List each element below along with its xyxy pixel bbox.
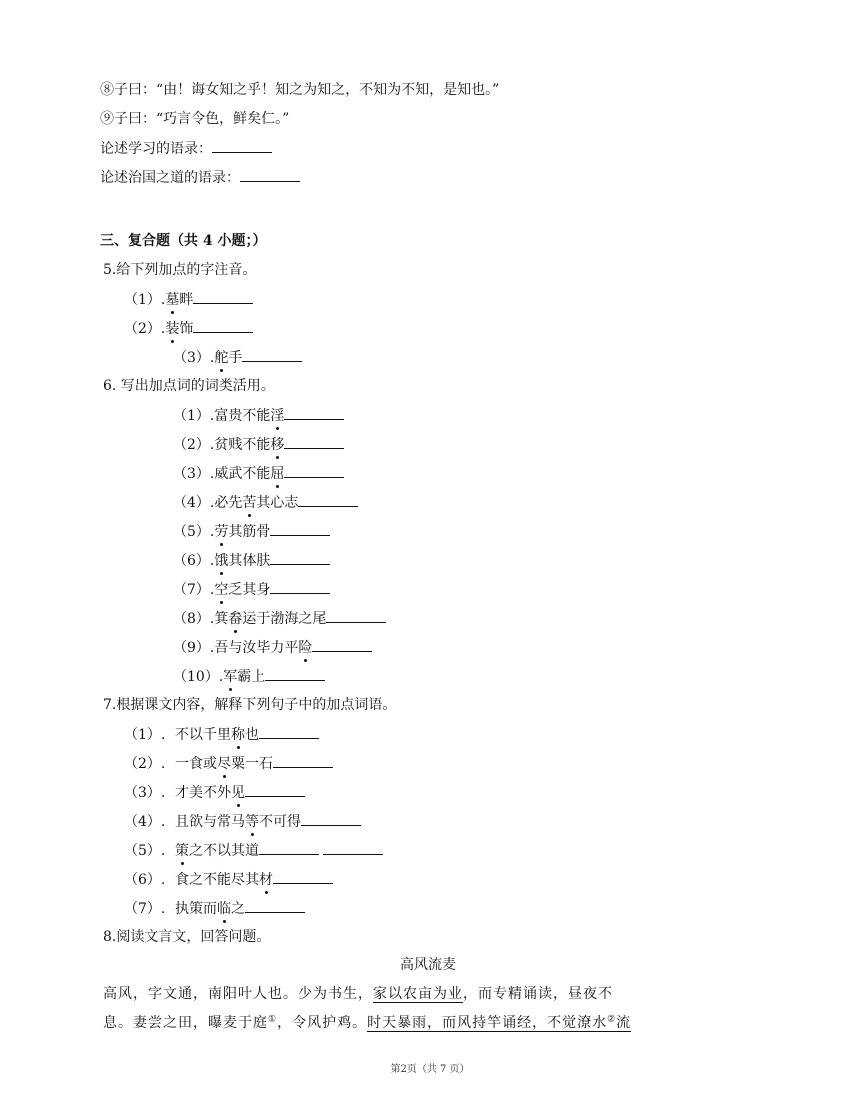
item-number: （10）. bbox=[173, 669, 224, 685]
underlined-segment: 流 bbox=[616, 1015, 632, 1031]
dotted-char: 舵 bbox=[214, 350, 229, 366]
passage-line-2 bbox=[103, 1013, 631, 1033]
item-text: 不可得 bbox=[259, 814, 301, 830]
item-text: 手 bbox=[228, 350, 243, 366]
item-text: 粟一石 bbox=[231, 756, 273, 772]
answer-blank[interactable] bbox=[273, 753, 333, 768]
item-text: 其心志 bbox=[256, 495, 299, 511]
item-number: （6）. bbox=[124, 872, 166, 888]
item-number: （3）. bbox=[173, 466, 215, 482]
item-number: （7）. bbox=[124, 901, 166, 917]
question-6-item-9 bbox=[173, 637, 372, 658]
answer-blank[interactable] bbox=[284, 405, 344, 420]
answer-blank[interactable] bbox=[312, 637, 372, 652]
item-text: 威武不能 bbox=[214, 466, 271, 482]
dotted-char: 畚 bbox=[228, 611, 243, 627]
answer-blank[interactable] bbox=[259, 724, 319, 739]
question-7-item-4 bbox=[124, 811, 361, 832]
answer-blank[interactable] bbox=[240, 167, 300, 182]
question-7-stem: 7.根据课文内容，解释下列句子中的加点词语。 bbox=[103, 697, 397, 713]
underlined-text: 家以农亩为业 bbox=[373, 986, 463, 1002]
answer-blank[interactable] bbox=[193, 318, 253, 333]
question-6-item-7 bbox=[173, 579, 330, 600]
item-number: （3）. bbox=[124, 785, 166, 801]
dotted-char: 移 bbox=[270, 437, 285, 453]
underlined-segment: 时天暴雨，而风持竿诵经，不觉潦水 bbox=[367, 1015, 608, 1031]
dotted-char: 饿 bbox=[214, 553, 229, 569]
footnote-marker: ① bbox=[268, 1014, 278, 1025]
item-number: （6）. bbox=[173, 553, 215, 569]
passage-text: 高风，字文通，南阳叶人也。少为书生， bbox=[103, 986, 373, 1002]
item-text: 一食或 bbox=[175, 756, 217, 772]
item-text: 食之不能尽其 bbox=[175, 872, 259, 888]
item-text: 之 bbox=[231, 901, 245, 917]
item-text: 其筋骨 bbox=[228, 524, 271, 540]
item-text: 乏其身 bbox=[228, 582, 271, 598]
item-number: （1）. bbox=[124, 292, 166, 308]
dotted-char: 装 bbox=[165, 321, 180, 337]
item-text: 畔 bbox=[179, 292, 194, 308]
governance-answer bbox=[100, 167, 300, 188]
item-text: 富贵不能 bbox=[214, 408, 271, 424]
dotted-char: 策 bbox=[175, 843, 189, 859]
item-number: （9）. bbox=[173, 640, 215, 656]
item-text: 之不以其道 bbox=[189, 843, 259, 859]
question-7-item-5 bbox=[124, 840, 383, 861]
dotted-char: 淫 bbox=[270, 408, 285, 424]
section-title: 三、复合题（共 4 小题；） bbox=[100, 233, 267, 249]
answer-blank[interactable] bbox=[270, 579, 330, 594]
question-5-stem: 5.给下列加点的字注音。 bbox=[103, 262, 257, 278]
answer-blank[interactable] bbox=[284, 434, 344, 449]
quote-9: ⑨子曰：“巧言令色，鲜矣仁。” bbox=[100, 111, 290, 127]
question-5-item-1 bbox=[124, 289, 253, 310]
item-number: （2）. bbox=[124, 321, 166, 337]
question-7-item-3 bbox=[124, 782, 305, 803]
dotted-char: 空 bbox=[214, 582, 229, 598]
answer-blank[interactable] bbox=[242, 347, 302, 362]
passage-title: 高风流麦 bbox=[400, 957, 456, 973]
item-text: 饰 bbox=[179, 321, 194, 337]
passage-text: ，令风护鸡。 bbox=[277, 1015, 368, 1031]
answer-blank[interactable] bbox=[245, 898, 305, 913]
item-number: （7）. bbox=[173, 582, 215, 598]
passage-text: 息。妻尝之田，曝麦于庭 bbox=[103, 1015, 268, 1031]
item-number: （2）. bbox=[124, 756, 166, 772]
question-6-stem: 6. 写出加点词的词类活用。 bbox=[103, 378, 275, 394]
question-5-item-2 bbox=[124, 318, 253, 339]
item-text: 吾与汝毕力平 bbox=[214, 640, 299, 656]
item-number: （1）. bbox=[173, 408, 215, 424]
dotted-char: 劳 bbox=[214, 524, 229, 540]
item-text: 执策而 bbox=[175, 901, 217, 917]
item-number: （3）. bbox=[173, 350, 215, 366]
question-5-item-3 bbox=[173, 347, 302, 368]
answer-blank[interactable] bbox=[270, 521, 330, 536]
question-6-item-3 bbox=[173, 463, 344, 484]
answer-blank[interactable] bbox=[259, 840, 319, 855]
question-7-item-7 bbox=[124, 898, 305, 919]
question-6-item-2 bbox=[173, 434, 344, 455]
dotted-char: 材 bbox=[259, 872, 273, 888]
underlined-text bbox=[367, 1015, 631, 1032]
answer-blank[interactable] bbox=[284, 463, 344, 478]
item-text: 箕 bbox=[214, 611, 229, 627]
dotted-char: 见 bbox=[231, 785, 245, 801]
dotted-char: 苦 bbox=[242, 495, 257, 511]
answer-blank[interactable] bbox=[323, 840, 383, 855]
item-number: （2）. bbox=[173, 437, 215, 453]
answer-blank[interactable] bbox=[193, 289, 253, 304]
question-6-item-4 bbox=[173, 492, 358, 513]
answer-blank[interactable] bbox=[245, 782, 305, 797]
dotted-char: 屈 bbox=[270, 466, 285, 482]
dotted-char: 尽 bbox=[217, 756, 231, 772]
question-6-item-8 bbox=[173, 608, 386, 629]
question-7-item-2 bbox=[124, 753, 333, 774]
item-text: 必先 bbox=[214, 495, 243, 511]
item-text: 贫贱不能 bbox=[214, 437, 271, 453]
item-number: （1）. bbox=[124, 727, 166, 743]
item-number: （4）. bbox=[173, 495, 215, 511]
question-6-item-10 bbox=[173, 666, 325, 687]
dotted-char: 临 bbox=[217, 901, 231, 917]
answer-blank[interactable] bbox=[298, 492, 358, 507]
answer-blank[interactable] bbox=[301, 811, 361, 826]
question-6-item-5 bbox=[173, 521, 330, 542]
answer-blank[interactable] bbox=[212, 138, 272, 153]
item-text: 且欲与常马 bbox=[175, 814, 245, 830]
item-number: （5）. bbox=[124, 843, 166, 859]
learning-answer bbox=[100, 138, 272, 159]
footnote-marker: ② bbox=[607, 1014, 617, 1025]
item-text: 也 bbox=[245, 727, 259, 743]
quote-8: ⑧子曰：“由！诲女知之乎！知之为知之，不知为不知，是知也。” bbox=[100, 82, 500, 98]
question-6-item-1 bbox=[173, 405, 344, 426]
passage-text: ，而专精诵读，昼夜不 bbox=[463, 986, 613, 1002]
governance-label: 论述治国之道的语录： bbox=[100, 170, 240, 186]
dotted-char: 险 bbox=[298, 640, 313, 656]
passage-line-1 bbox=[103, 984, 613, 1004]
item-number: （4）. bbox=[124, 814, 166, 830]
item-number: （8）. bbox=[173, 611, 215, 627]
item-text: 不以千里 bbox=[175, 727, 231, 743]
dotted-char: 军 bbox=[223, 669, 238, 685]
item-number: （5）. bbox=[173, 524, 215, 540]
item-text: 霸上 bbox=[237, 669, 266, 685]
item-text: 运于渤海之尾 bbox=[242, 611, 327, 627]
item-text: 其体肤 bbox=[228, 553, 271, 569]
answer-blank[interactable] bbox=[270, 550, 330, 565]
question-6-item-6 bbox=[173, 550, 330, 571]
item-text: 才美不外 bbox=[175, 785, 231, 801]
answer-blank[interactable] bbox=[265, 666, 325, 681]
dotted-char: 称 bbox=[231, 727, 245, 743]
answer-blank[interactable] bbox=[273, 869, 333, 884]
dotted-char: 等 bbox=[245, 814, 259, 830]
question-7-item-6 bbox=[124, 869, 333, 890]
question-8-stem: 8.阅读文言文，回答问题。 bbox=[103, 929, 271, 945]
dotted-char: 墓 bbox=[165, 292, 180, 308]
learning-label: 论述学习的语录： bbox=[100, 141, 212, 157]
answer-blank[interactable] bbox=[326, 608, 386, 623]
page-footer: 第2页（共 7 页） bbox=[390, 1064, 470, 1075]
question-7-item-1 bbox=[124, 724, 319, 745]
